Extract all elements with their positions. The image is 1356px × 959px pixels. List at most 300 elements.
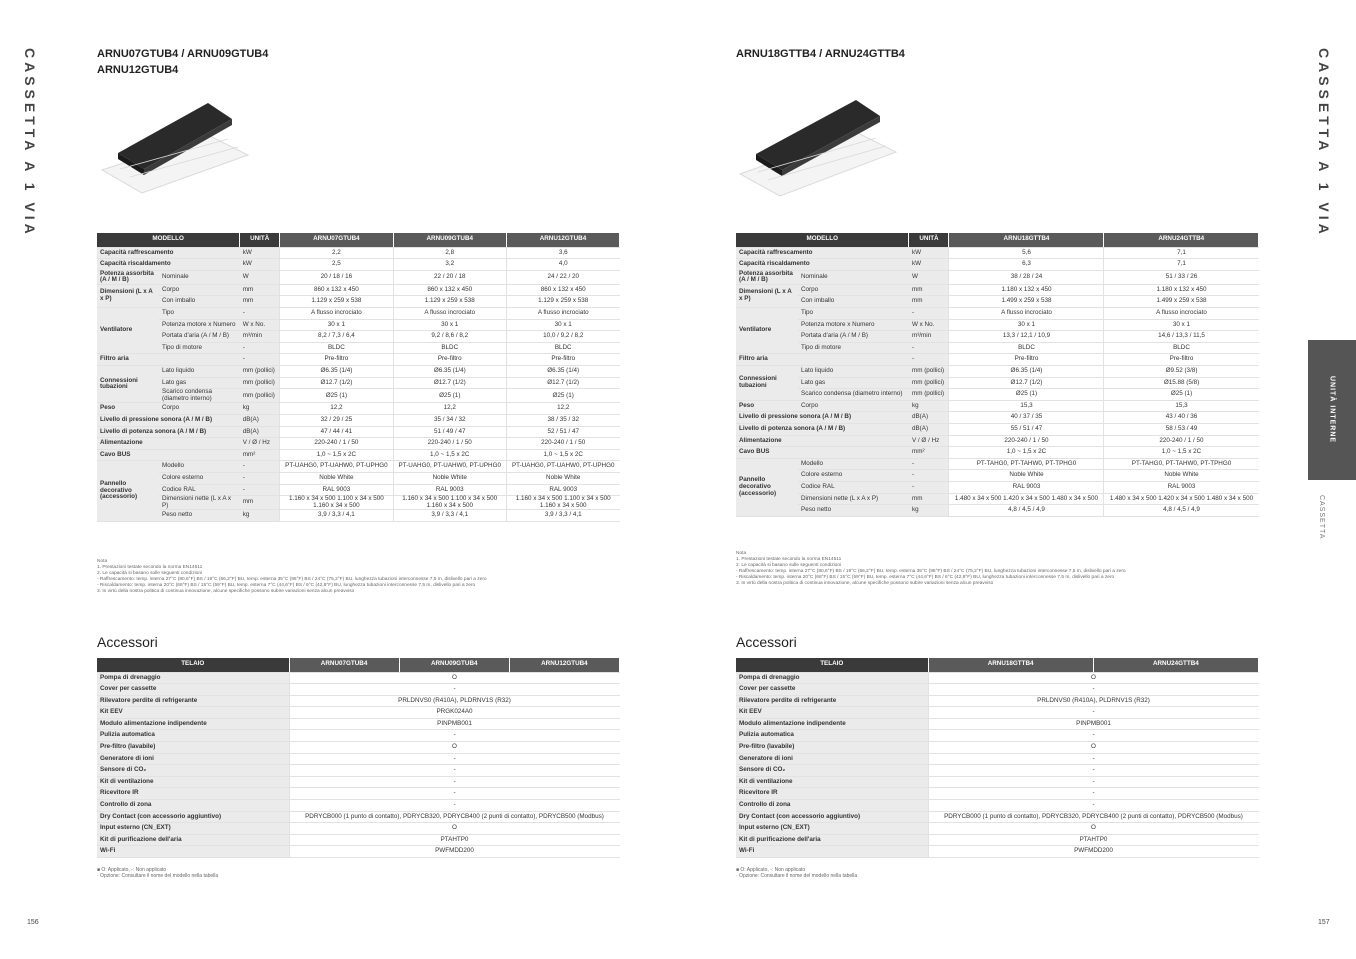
spec-cell: 22 / 20 / 18 — [393, 270, 506, 284]
spec-cell: 30 x 1 — [949, 319, 1104, 331]
accessories-title-left: Accessori — [97, 634, 158, 650]
table-row — [97, 846, 620, 858]
spec-row-unit: mm — [240, 296, 280, 308]
acc-row-label: Pulizia automatica — [736, 730, 928, 742]
spec-table-right — [736, 233, 1259, 517]
spec-row-sublabel: Dimensioni nette (L x A x P) — [159, 496, 240, 510]
spec-row-label: Connessioni tubazioni — [97, 366, 159, 403]
table-row — [736, 247, 1259, 259]
acc-cell: - — [289, 765, 620, 777]
spec-row-label: Livello di potenza sonora (A / M / B) — [97, 426, 240, 438]
acc-cell: PRLDNVS0 (R410A), PLDRNV1S (R32) — [928, 695, 1259, 707]
table-row — [736, 447, 1259, 459]
table-row — [97, 331, 620, 343]
spec-row-sublabel: Potenza motore x Numero — [159, 319, 240, 331]
left-title-line2: ARNU12GTUB4 — [97, 64, 179, 76]
right-title: ARNU18GTTB4 / ARNU24GTTB4 — [736, 48, 905, 60]
spec-row-label: Connessioni tubazioni — [736, 366, 798, 401]
table-row — [97, 776, 620, 788]
spec-cell: Pre-filtro — [506, 354, 619, 366]
spec-cell: BLDC — [506, 342, 619, 354]
table-row — [97, 247, 620, 259]
spec-row-sublabel: Tipo di motore — [798, 342, 909, 354]
table-row — [97, 834, 620, 846]
spec-cell: 1,0 ~ 1,5 x 2C — [949, 447, 1104, 459]
spec-row-unit: dB(A) — [240, 426, 280, 438]
spec-row-label: Livello di pressione sonora (A / M / B) — [97, 415, 240, 427]
spec-row-sublabel: Lato liquido — [798, 366, 909, 378]
acc-row-label: Sensore di CO₂ — [97, 765, 289, 777]
spec-row-unit: - — [909, 481, 949, 493]
page-number-right: 157 — [1318, 919, 1330, 926]
table-row — [736, 308, 1259, 320]
spec-cell: Ø25 (1) — [949, 389, 1104, 401]
spec-cell: Ø15.88 (5/8) — [1104, 377, 1259, 389]
spec-row-label: Capacità riscaldamento — [736, 259, 909, 271]
spec-row-unit: W x No. — [240, 319, 280, 331]
spec-cell: PT-UAHG0, PT-UAHW0, PT-UPHG0 — [393, 461, 506, 473]
spec-row-unit: - — [909, 458, 949, 470]
cassette-product-image-left — [100, 95, 250, 200]
spec-row-unit: mm — [909, 493, 949, 505]
spec-cell: PT-TAHG0, PT-TAHW0, PT-TPHG0 — [1104, 458, 1259, 470]
spec-cell: 4,8 / 4,5 / 4,9 — [949, 505, 1104, 517]
table-row — [97, 742, 620, 754]
table-row — [97, 811, 620, 823]
table-row — [97, 823, 620, 835]
spec-cell: 52 / 51 / 47 — [506, 426, 619, 438]
spec-cell: 6,3 — [949, 259, 1104, 271]
spec-cell: 4,8 / 4,5 / 4,9 — [1104, 505, 1259, 517]
spec-row-unit: W — [909, 270, 949, 284]
spec-row-label: Potenza assorbita (A / M / B) — [97, 270, 159, 284]
spec-cell: 220-240 / 1 / 50 — [949, 435, 1104, 447]
acc-cell: - — [928, 800, 1259, 812]
spec-cell: A flusso incrociato — [506, 308, 619, 320]
acc-header-col: ARNU09GTUB4 — [399, 658, 509, 672]
spec-cell: 12,2 — [393, 403, 506, 415]
spec-cell: RAL 9003 — [280, 484, 393, 496]
table-row — [97, 707, 620, 719]
acc-row-label: Pompa di drenaggio — [736, 672, 928, 684]
spec-row-unit: mm (pollici) — [240, 389, 280, 403]
table-row — [736, 389, 1259, 401]
spec-cell: 30 x 1 — [393, 319, 506, 331]
table-row — [97, 438, 620, 450]
acc-row-label: Dry Contact (con accessorio aggiuntivo) — [97, 811, 289, 823]
acc-cell: - — [289, 776, 620, 788]
section-tab[interactable] — [1308, 340, 1356, 480]
acc-row-label: Ricevitore IR — [97, 788, 289, 800]
acc-cell: PTAHTP0 — [928, 834, 1259, 846]
acc-header-col: ARNU07GTUB4 — [289, 658, 399, 672]
spec-row-label: Dimensioni (L x A x P) — [736, 284, 798, 307]
table-row — [97, 472, 620, 484]
spec-cell: 1.480 x 34 x 500 1.420 x 34 x 500 1.480 x 34 x 500 — [1104, 493, 1259, 505]
accessories-table-left — [97, 658, 620, 858]
spec-cell: 30 x 1 — [506, 319, 619, 331]
acc-cell: O — [928, 823, 1259, 835]
legend-line: · Opzione: Consultare il nome del modello nella tabella — [736, 873, 858, 879]
spec-cell: 47 / 44 / 41 — [280, 426, 393, 438]
table-row — [97, 753, 620, 765]
acc-cell: - — [928, 684, 1259, 696]
acc-header-frame: TELAIO — [97, 658, 289, 672]
table-row — [97, 800, 620, 812]
acc-row-label: Rilevatore perdite di refrigerante — [736, 695, 928, 707]
table-row — [97, 788, 620, 800]
spec-row-unit: dB(A) — [240, 415, 280, 427]
acc-header-col: ARNU18GTTB4 — [928, 658, 1093, 672]
spec-cell: PT-UAHG0, PT-UAHW0, PT-UPHG0 — [506, 461, 619, 473]
spec-cell: 24 / 22 / 20 — [506, 270, 619, 284]
table-row — [97, 342, 620, 354]
spec-row-sublabel: Corpo — [159, 284, 240, 296]
spec-cell: Noble White — [949, 470, 1104, 482]
table-row — [97, 354, 620, 366]
spec-row-sublabel: Con imballo — [798, 296, 909, 308]
note-line: 2. Le capacità si basano sulle seguenti condizioni — [736, 563, 842, 568]
acc-row-label: Kit di ventilazione — [736, 776, 928, 788]
spec-row-sublabel: Portata d'aria (A / M / B) — [159, 331, 240, 343]
spec-cell: 8,2 / 7,3 / 6,4 — [280, 331, 393, 343]
spec-cell: 10,0 / 9,2 / 8,2 — [506, 331, 619, 343]
spec-cell: 13,3 / 12,1 / 10,9 — [949, 331, 1104, 343]
acc-row-label: Rilevatore perdite di refrigerante — [97, 695, 289, 707]
table-row — [736, 481, 1259, 493]
acc-row-label: Pompa di drenaggio — [97, 672, 289, 684]
spec-row-unit: - — [909, 354, 949, 366]
spec-cell: 1,0 ~ 1,5 x 2C — [280, 449, 393, 461]
spec-row-label: Dimensioni (L x A x P) — [97, 284, 159, 307]
acc-row-label: Kit di ventilazione — [97, 776, 289, 788]
acc-cell: - — [289, 800, 620, 812]
spec-row-unit: - — [240, 308, 280, 320]
table-row — [97, 695, 620, 707]
table-row — [736, 811, 1259, 823]
spec-cell: 1.129 x 259 x 538 — [280, 296, 393, 308]
acc-cell: - — [928, 753, 1259, 765]
spec-cell: 58 / 53 / 49 — [1104, 424, 1259, 436]
side-title-right: CASSETTA A 1 VIA — [1316, 48, 1332, 238]
spec-row-sublabel: Peso netto — [798, 505, 909, 517]
page-number-left: 156 — [27, 919, 39, 926]
spec-cell: Ø6.35 (1/4) — [506, 366, 619, 378]
spec-row-sublabel: Tipo di motore — [159, 342, 240, 354]
table-row — [97, 672, 620, 684]
note-line: - Raffrescamento: temp. interna 27°C (80,6°F) BS / 19°C (66,2°F) BU, temp. esterna 35°C (95°F) BS / 24°C (75,2°F) BU, lunghezza tubazioni interconnesse 7,5 m, dislivello pari a zero — [736, 569, 1126, 574]
spec-cell: A flusso incrociato — [949, 308, 1104, 320]
table-row — [736, 753, 1259, 765]
spec-row-sublabel: Peso netto — [159, 510, 240, 522]
spec-header-col: ARNU07GTUB4 — [280, 233, 393, 247]
spec-cell: 1.129 x 259 x 538 — [506, 296, 619, 308]
spec-cell: Ø25 (1) — [506, 389, 619, 403]
side-title-left: CASSETTA A 1 VIA — [22, 48, 38, 238]
spec-row-unit: kW — [909, 247, 949, 259]
spec-header-unit: UNITÀ — [240, 233, 280, 247]
spec-header-col: ARNU12GTUB4 — [506, 233, 619, 247]
table-row — [736, 823, 1259, 835]
acc-row-label: Wi-Fi — [736, 846, 928, 858]
spec-cell: 20 / 18 / 16 — [280, 270, 393, 284]
spec-cell: 12,2 — [506, 403, 619, 415]
table-row — [736, 435, 1259, 447]
acc-row-label: Generatore di ioni — [736, 753, 928, 765]
acc-row-label: Ricevitore IR — [736, 788, 928, 800]
legend-line: ■ O: Applicato, -: Non applicato — [97, 867, 167, 873]
spec-cell: A flusso incrociato — [280, 308, 393, 320]
table-row — [736, 259, 1259, 271]
table-row — [736, 458, 1259, 470]
acc-cell: O — [928, 672, 1259, 684]
spec-cell: 30 x 1 — [280, 319, 393, 331]
acc-row-label: Pre-filtro (lavabile) — [736, 742, 928, 754]
spec-row-unit: - — [240, 461, 280, 473]
table-row — [97, 510, 620, 522]
spec-row-label: Ventilatore — [97, 308, 159, 354]
spec-cell: 51 / 49 / 47 — [393, 426, 506, 438]
table-row — [736, 296, 1259, 308]
acc-cell: O — [928, 742, 1259, 754]
table-row — [736, 707, 1259, 719]
acc-row-label: Kit EEV — [97, 707, 289, 719]
table-row — [736, 730, 1259, 742]
spec-row-sublabel: Tipo — [798, 308, 909, 320]
table-row — [736, 742, 1259, 754]
spec-cell: Ø12.7 (1/2) — [393, 377, 506, 389]
table-row — [736, 331, 1259, 343]
acc-cell: PWFMDD200 — [289, 846, 620, 858]
table-row — [97, 415, 620, 427]
spec-header-unit: UNITÀ — [909, 233, 949, 247]
spec-cell: 220-240 / 1 / 50 — [393, 438, 506, 450]
spec-row-unit: kW — [909, 259, 949, 271]
spec-cell: 14,6 / 13,3 / 11,5 — [1104, 331, 1259, 343]
notes-left — [97, 559, 620, 595]
table-row — [736, 800, 1259, 812]
spec-cell: Ø12.7 (1/2) — [280, 377, 393, 389]
acc-cell: - — [928, 788, 1259, 800]
spec-row-unit: - — [240, 342, 280, 354]
spec-cell: 12,2 — [280, 403, 393, 415]
spec-cell: RAL 9003 — [1104, 481, 1259, 493]
spec-cell: 5,6 — [949, 247, 1104, 259]
spec-cell: Ø6.35 (1/4) — [949, 366, 1104, 378]
spec-header-col: ARNU09GTUB4 — [393, 233, 506, 247]
spec-row-label: Alimentazione — [736, 435, 909, 447]
spec-row-unit: mm — [909, 284, 949, 296]
spec-row-label: Livello di potenza sonora (A / M / B) — [736, 424, 909, 436]
spec-cell: 15,3 — [949, 400, 1104, 412]
spec-cell: 43 / 40 / 36 — [1104, 412, 1259, 424]
spec-cell: 30 x 1 — [1104, 319, 1259, 331]
spec-row-label: Cavo BUS — [736, 447, 909, 459]
spec-row-unit: - — [909, 470, 949, 482]
cassette-product-image-right — [738, 92, 898, 202]
acc-cell: O — [289, 742, 620, 754]
spec-row-unit: mm (pollici) — [909, 366, 949, 378]
spec-cell: Noble White — [1104, 470, 1259, 482]
spec-row-sublabel: Modello — [159, 461, 240, 473]
spec-row-label: Peso — [736, 400, 798, 412]
acc-row-label: Input esterno (CN_EXT) — [97, 823, 289, 835]
spec-row-sublabel: Codice RAL — [798, 481, 909, 493]
spec-cell: BLDC — [280, 342, 393, 354]
table-row — [736, 377, 1259, 389]
spec-cell: Noble White — [506, 472, 619, 484]
spec-row-label: Filtro aria — [97, 354, 240, 366]
table-row — [736, 684, 1259, 696]
spec-row-label: Capacità raffrescamento — [736, 247, 909, 259]
acc-cell: PRGK024A0 — [289, 707, 620, 719]
table-row — [736, 366, 1259, 378]
acc-cell: PINPMB001 — [928, 718, 1259, 730]
acc-row-label: Kit di purificazione dell'aria — [736, 834, 928, 846]
acc-row-label: Dry Contact (con accessorio aggiuntivo) — [736, 811, 928, 823]
spec-row-unit: kg — [240, 510, 280, 522]
spec-row-unit: mm (pollici) — [240, 377, 280, 389]
table-row — [736, 342, 1259, 354]
spec-cell: Ø9.52 (3/8) — [1104, 366, 1259, 378]
spec-row-label: Alimentazione — [97, 438, 240, 450]
spec-cell: 3,9 / 3,3 / 4,1 — [506, 510, 619, 522]
acc-cell: - — [928, 765, 1259, 777]
table-row — [97, 730, 620, 742]
spec-row-unit: - — [240, 484, 280, 496]
spec-cell: 3,2 — [393, 259, 506, 271]
spec-row-sublabel: Nominale — [159, 270, 240, 284]
spec-row-sublabel: Potenza motore x Numero — [798, 319, 909, 331]
spec-row-sublabel: Dimensioni nette (L x A x P) — [798, 493, 909, 505]
table-row — [736, 776, 1259, 788]
acc-cell: O — [289, 672, 620, 684]
spec-row-unit: kW — [240, 247, 280, 259]
spec-cell: 860 x 132 x 450 — [393, 284, 506, 296]
table-row — [736, 284, 1259, 296]
spec-cell: RAL 9003 — [506, 484, 619, 496]
spec-header-col: ARNU18GTTB4 — [949, 233, 1104, 247]
spec-row-label: Ventilatore — [736, 308, 798, 354]
spec-cell: 40 / 37 / 35 — [949, 412, 1104, 424]
spec-cell: 1,0 ~ 1,5 x 2C — [506, 449, 619, 461]
note-line: 3. In virtù della nostra politica di continua innovazione, alcune specifiche possono subire variazioni senza alcun preavviso — [97, 589, 355, 594]
spec-cell: Noble White — [280, 472, 393, 484]
table-row — [97, 296, 620, 308]
acc-row-label: Modulo alimentazione indipendente — [736, 718, 928, 730]
note-line: 1. Prestazioni testate secondo la norma EN14511 — [97, 565, 203, 570]
spec-cell: 2,8 — [393, 247, 506, 259]
acc-row-label: Input esterno (CN_EXT) — [736, 823, 928, 835]
table-row — [736, 424, 1259, 436]
legend-line: ■ O: Applicato, -: Non applicato — [736, 867, 806, 873]
spec-row-unit: mm² — [240, 449, 280, 461]
acc-row-label: Pulizia automatica — [97, 730, 289, 742]
note-line: Nota — [736, 551, 747, 556]
table-row — [736, 672, 1259, 684]
spec-cell: 1,0 ~ 1,5 x 2C — [1104, 447, 1259, 459]
acc-cell: PTAHTP0 — [289, 834, 620, 846]
spec-cell: 1.499 x 259 x 538 — [949, 296, 1104, 308]
table-row — [97, 684, 620, 696]
acc-cell: - — [928, 707, 1259, 719]
acc-cell: O — [289, 823, 620, 835]
spec-cell: 1.160 x 34 x 500 1.100 x 34 x 500 1.160 x 34 x 500 — [280, 496, 393, 510]
spec-row-unit: mm (pollici) — [909, 389, 949, 401]
spec-cell: 7,1 — [1104, 259, 1259, 271]
spec-row-unit: - — [240, 354, 280, 366]
table-row — [736, 834, 1259, 846]
spec-row-unit: kg — [909, 505, 949, 517]
spec-row-label: Pannello decorativo (accessorio) — [736, 458, 798, 516]
section-subtab[interactable]: CASSETTA — [1318, 495, 1325, 540]
table-row — [97, 426, 620, 438]
notes-right — [736, 551, 1259, 587]
spec-row-unit: m³/min — [240, 331, 280, 343]
spec-cell: 220-240 / 1 / 50 — [506, 438, 619, 450]
spec-table-left — [97, 233, 620, 522]
spec-cell: 9,2 / 8,6 / 8,2 — [393, 331, 506, 343]
spec-cell: A flusso incrociato — [393, 308, 506, 320]
table-row — [97, 461, 620, 473]
table-row — [97, 284, 620, 296]
spec-cell: BLDC — [1104, 342, 1259, 354]
spec-cell: 1.180 x 132 x 450 — [1104, 284, 1259, 296]
acc-cell: - — [289, 730, 620, 742]
note-line: - Riscaldamento: temp. interna 20°C (68°F) BS / 15°C (59°F) BU, temp. esterna 7°C (44,6°F) BS / 6°C (42,8°F) BU, lunghezza tubazioni interconnesse 7,5 m, dislivello pari a zero — [97, 583, 476, 588]
spec-row-unit: mm — [240, 496, 280, 510]
acc-cell: - — [928, 730, 1259, 742]
spec-cell: 1.160 x 34 x 500 1.100 x 34 x 500 1.160 x 34 x 500 — [393, 496, 506, 510]
spec-row-unit: mm — [909, 296, 949, 308]
acc-row-label: Cover per cassette — [97, 684, 289, 696]
spec-cell: 15,3 — [1104, 400, 1259, 412]
spec-cell: 38 / 35 / 32 — [506, 415, 619, 427]
acc-cell: PWFMDD200 — [928, 846, 1259, 858]
spec-row-unit: - — [909, 342, 949, 354]
spec-row-sublabel: Scarico condensa (diametro interno) — [159, 389, 240, 403]
spec-header-model: MODELLO — [97, 233, 240, 247]
table-row — [97, 484, 620, 496]
spec-row-sublabel: Codice RAL — [159, 484, 240, 496]
spec-header-model: MODELLO — [736, 233, 909, 247]
table-row — [736, 470, 1259, 482]
spec-row-sublabel: Colore esterno — [159, 472, 240, 484]
table-row — [97, 308, 620, 320]
acc-cell: - — [289, 684, 620, 696]
spec-cell: 1.499 x 259 x 538 — [1104, 296, 1259, 308]
spec-cell: PT-TAHG0, PT-TAHW0, PT-TPHG0 — [949, 458, 1104, 470]
acc-row-label: Kit EEV — [736, 707, 928, 719]
spec-row-unit: m³/min — [909, 331, 949, 343]
spec-row-unit: dB(A) — [909, 424, 949, 436]
table-row — [97, 389, 620, 403]
note-line: Nota — [97, 559, 108, 564]
spec-cell: PT-UAHG0, PT-UAHW0, PT-UPHG0 — [280, 461, 393, 473]
spec-row-sublabel: Corpo — [159, 403, 240, 415]
acc-row-label: Sensore di CO₂ — [736, 765, 928, 777]
spec-row-unit: kg — [909, 400, 949, 412]
spec-cell: Ø25 (1) — [1104, 389, 1259, 401]
spec-cell: A flusso incrociato — [1104, 308, 1259, 320]
table-row — [736, 788, 1259, 800]
acc-row-label: Generatore di ioni — [97, 753, 289, 765]
spec-cell: BLDC — [393, 342, 506, 354]
table-row — [736, 695, 1259, 707]
table-row — [736, 505, 1259, 517]
spec-cell: 38 / 28 / 24 — [949, 270, 1104, 284]
spec-cell: Noble White — [393, 472, 506, 484]
